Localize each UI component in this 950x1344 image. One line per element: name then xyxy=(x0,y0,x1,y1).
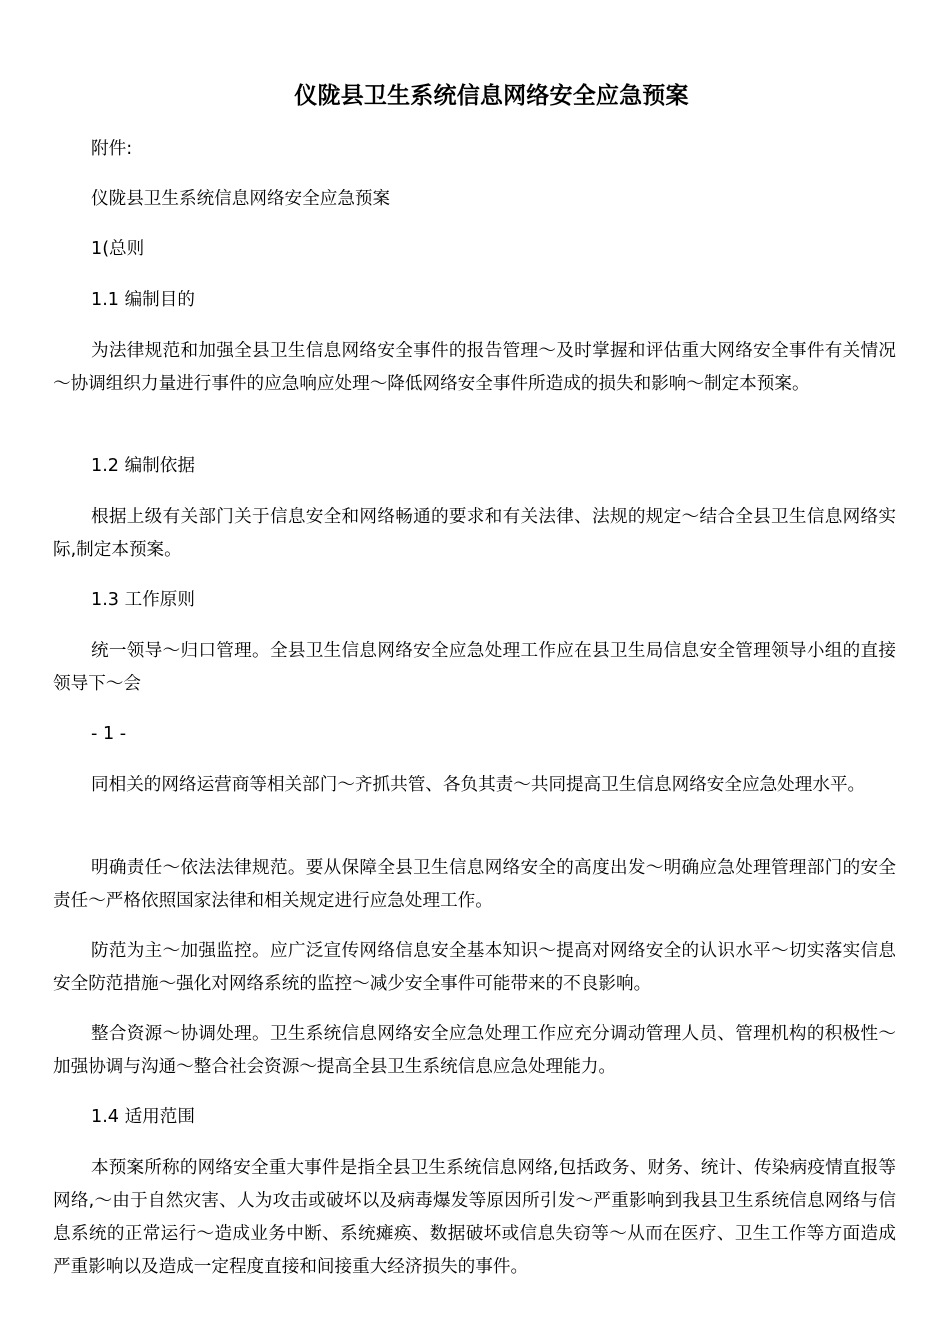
document-title: 仪陇县卫生系统信息网络安全应急预案 xyxy=(294,83,689,109)
principle-prevention: 防范为主～加强监控。应广泛宣传网络信息安全基本知识～提高对网络安全的认识水平～切实落实信息安全防范措施～强化对网络系统的监控～减少安全事件可能带来的不良影响。 xyxy=(53,941,896,994)
section-1-heading: 1(总则 xyxy=(91,239,145,259)
attachment-label: 附件: xyxy=(91,139,133,159)
section-1-2-body: 根据上级有关部门关于信息安全和网络畅通的要求和有关法律、法规的规定～结合全县卫生信息网络实际,制定本预案。 xyxy=(53,507,896,560)
principle-responsibility: 明确责任～依法法律规范。要从保障全县卫生信息网络安全的高度出发～明确应急处理管理部门的安全责任～严格依照国家法律和相关规定进行应急处理工作。 xyxy=(53,858,896,911)
section-1-4-body: 本预案所称的网络安全重大事件是指全县卫生系统信息网络,包括政务、财务、统计、传染病疫情直报等网络,～由于自然灾害、人为攻击或破坏以及病毒爆发等原因所引发～严重影响到我县卫生系统信息网络与信息系统的正常运行～造成业务中断、系统瘫痪、数据破坏或信息失窃等～从而在医疗、卫生工作等方面造成严重影响以及造成一定程度直接和间接重大经济损失的事件。 xyxy=(53,1158,896,1277)
section-1-3-body-part1: 统一领导～归口管理。全县卫生信息网络安全应急处理工作应在县卫生局信息安全管理领导小组的直接领导下～会 xyxy=(53,641,896,694)
section-1-4-heading: 1.4 适用范围 xyxy=(91,1107,195,1127)
section-1-3-body-part2: 同相关的网络运营商等相关部门～齐抓共管、各负其责～共同提高卫生信息网络安全应急处理水平。 xyxy=(91,775,866,795)
page-number: - 1 - xyxy=(91,724,127,744)
attachment-title: 仪陇县卫生系统信息网络安全应急预案 xyxy=(91,189,391,209)
principle-resources: 整合资源～协调处理。卫生系统信息网络安全应急处理工作应充分调动管理人员、管理机构的积极性～加强协调与沟通～整合社会资源～提高全县卫生系统信息应急处理能力。 xyxy=(53,1024,896,1077)
section-1-2-heading: 1.2 编制依据 xyxy=(91,456,195,476)
section-1-1-heading: 1.1 编制目的 xyxy=(91,290,195,310)
section-1-3-heading: 1.3 工作原则 xyxy=(91,590,195,610)
section-1-1-body: 为法律规范和加强全县卫生信息网络安全事件的报告管理～及时掌握和评估重大网络安全事件有关情况～协调组织力量进行事件的应急响应处理～降低网络安全事件所造成的损失和影响～制定本预案。 xyxy=(53,341,896,394)
